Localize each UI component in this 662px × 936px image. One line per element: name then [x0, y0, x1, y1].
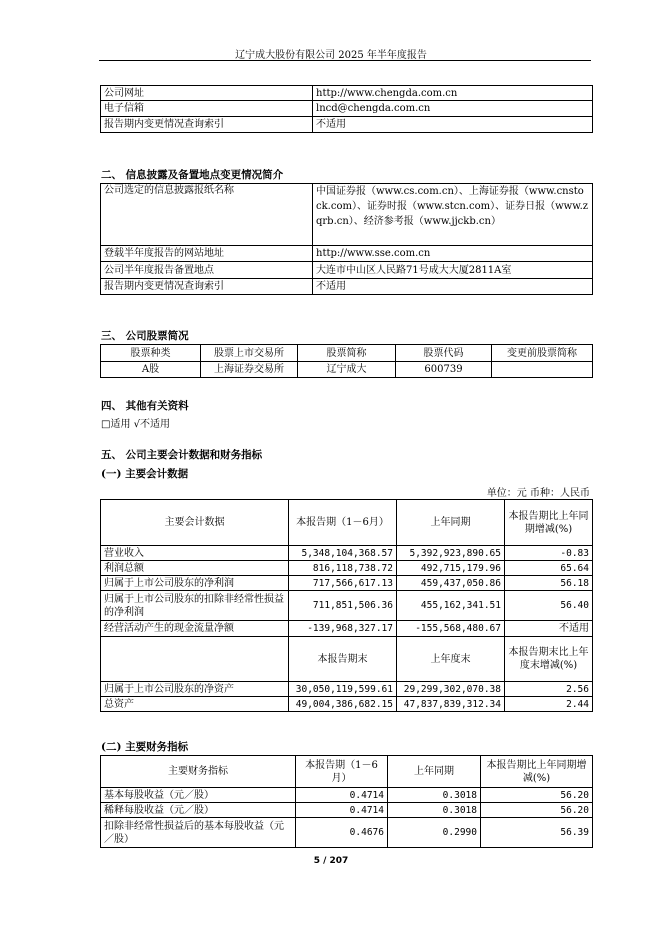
- label-cell: 电子信箱: [101, 101, 313, 117]
- label-cell: 公司选定的信息披露报纸名称: [101, 184, 313, 246]
- label-cell: 报告期内变更情况查询索引: [101, 279, 313, 295]
- data-cell: A股: [101, 362, 201, 378]
- data-cell: 辽宁成大: [298, 362, 396, 378]
- row-label: 经营活动产生的现金流量净额: [101, 621, 289, 637]
- row-label: 基本每股收益（元／股）: [101, 788, 296, 803]
- header-cell: 本报告期（1－6月）: [289, 500, 397, 546]
- data-cell: [492, 362, 593, 378]
- row-label: 稀释每股收益（元／股）: [101, 803, 296, 818]
- header-rule: [99, 60, 591, 61]
- value-cell: 56.40: [505, 591, 593, 621]
- page-header: 辽宁成大股份有限公司 2025 年半年度报告: [235, 50, 427, 61]
- header-cell: 股票种类: [101, 345, 201, 362]
- section-2-title: 二、 信息披露及备置地点变更情况简介: [101, 169, 284, 181]
- section-5-title: 五、 公司主要会计数据和财务指标: [101, 449, 263, 461]
- value-cell: 0.4676: [296, 818, 388, 848]
- value-cell: 65.64: [505, 561, 593, 576]
- value-cell: 49,004,386,682.15: [289, 697, 397, 712]
- label-cell: 登载半年度报告的网站地址: [101, 246, 313, 262]
- subsection-5a-title: (一) 主要会计数据: [101, 468, 189, 480]
- header-cell: 本报告期末: [289, 637, 397, 682]
- company-contact-table: [100, 85, 593, 133]
- header-cell: 股票上市交易所: [201, 345, 298, 362]
- financial-indicators-table: [100, 755, 593, 848]
- value-cell: 30,050,119,599.61: [289, 682, 397, 697]
- header-cell: 本报告期比上年同期增减(%): [481, 756, 593, 788]
- label-cell: 公司网址: [101, 86, 313, 101]
- value-cell: 5,392,923,890.65: [397, 546, 505, 561]
- value-cell: 不适用: [313, 279, 593, 295]
- data-cell: 600739: [396, 362, 492, 378]
- row-label: 归属于上市公司股东的净资产: [101, 682, 289, 697]
- value-cell: 0.4714: [296, 803, 388, 818]
- row-label: 利润总额: [101, 561, 289, 576]
- value-cell: http://www.sse.com.cn: [313, 246, 593, 262]
- value-cell: 459,437,050.86: [397, 576, 505, 591]
- value-cell: lncd@chengda.com.cn: [313, 101, 593, 117]
- applicability-options: □适用 √不适用: [101, 419, 170, 430]
- accounting-data-table: [100, 499, 593, 712]
- header-cell: 本报告期（1－6月）: [296, 756, 388, 788]
- value-cell: 56.18: [505, 576, 593, 591]
- disclosure-table: [100, 183, 593, 295]
- value-cell: 717,566,617.13: [289, 576, 397, 591]
- header-cell: 股票代码: [396, 345, 492, 362]
- value-cell: 0.4714: [296, 788, 388, 803]
- header-cell: 上年同期: [388, 756, 481, 788]
- value-cell: 0.2990: [388, 818, 481, 848]
- value-cell: 56.39: [481, 818, 593, 848]
- value-cell: 0.3018: [388, 788, 481, 803]
- header-cell: 本报告期末比上年度末增减(%): [505, 637, 593, 682]
- value-cell: 2.56: [505, 682, 593, 697]
- value-cell: 0.3018: [388, 803, 481, 818]
- header-cell: [101, 637, 289, 682]
- page-number: 5 / 207: [313, 856, 349, 866]
- header-cell: 变更前股票简称: [492, 345, 593, 362]
- value-cell: 不适用: [505, 621, 593, 637]
- subsection-5b-title: (二) 主要财务指标: [101, 741, 189, 753]
- header-cell: 股票简称: [298, 345, 396, 362]
- row-label: 扣除非经常性损益后的基本每股收益（元／股）: [101, 818, 296, 848]
- row-label: 归属于上市公司股东的净利润: [101, 576, 289, 591]
- value-cell: http://www.chengda.com.cn: [313, 86, 593, 101]
- value-cell: 中国证券报（www.cs.com.cn）、上海证券报（www.cnstock.com）、证券时报（www.stcn.com）、证券日报（www.zqrb.cn）、经济参考报（www.jjckb.cn）: [313, 184, 593, 246]
- header-cell: 上年度末: [397, 637, 505, 682]
- data-cell: 上海证券交易所: [201, 362, 298, 378]
- row-label: 归属于上市公司股东的扣除非经常性损益的净利润: [101, 591, 289, 621]
- value-cell: -139,968,327.17: [289, 621, 397, 637]
- unit-note: 单位：元 币种：人民币: [486, 488, 590, 499]
- value-cell: -155,568,480.67: [397, 621, 505, 637]
- value-cell: 56.20: [481, 803, 593, 818]
- section-4-title: 四、 其他有关资料: [101, 400, 189, 412]
- value-cell: 2.44: [505, 697, 593, 712]
- value-cell: 不适用: [313, 117, 593, 133]
- value-cell: 大连市中山区人民路71号成大大厦2811A室: [313, 262, 593, 279]
- section-3-title: 三、 公司股票简况: [101, 330, 189, 342]
- value-cell: 47,837,839,312.34: [397, 697, 505, 712]
- row-label: 营业收入: [101, 546, 289, 561]
- value-cell: 816,118,738.72: [289, 561, 397, 576]
- value-cell: 455,162,341.51: [397, 591, 505, 621]
- row-label: 总资产: [101, 697, 289, 712]
- label-cell: 公司半年度报告备置地点: [101, 262, 313, 279]
- value-cell: 29,299,302,070.38: [397, 682, 505, 697]
- stock-table: [100, 344, 593, 378]
- value-cell: 492,715,179.96: [397, 561, 505, 576]
- header-cell: 上年同期: [397, 500, 505, 546]
- header-cell: 主要会计数据: [101, 500, 289, 546]
- header-cell: 本报告期比上年同期增减(%): [505, 500, 593, 546]
- header-cell: 主要财务指标: [101, 756, 296, 788]
- value-cell: 56.20: [481, 788, 593, 803]
- label-cell: 报告期内变更情况查询索引: [101, 117, 313, 133]
- value-cell: 711,851,506.36: [289, 591, 397, 621]
- value-cell: 5,348,104,368.57: [289, 546, 397, 561]
- value-cell: -0.83: [505, 546, 593, 561]
